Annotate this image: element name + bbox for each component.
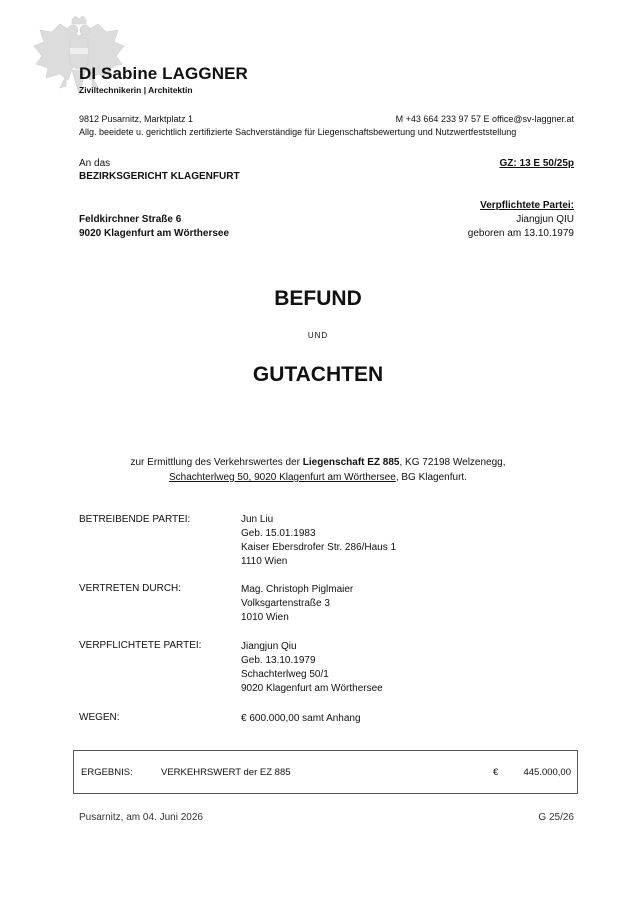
- purpose-line-2: Schachterlweg 50, 9020 Klagenfurt am Wörthersee, BG Klagenfurt.: [169, 472, 467, 483]
- author-contact: M +43 664 233 97 57 E office@sv-laggner.at: [395, 114, 574, 124]
- label-vertreten-durch: VERTRETEN DURCH:: [79, 583, 182, 594]
- recipient-street: Feldkirchner Straße 6: [79, 214, 182, 225]
- value-verpflichtete-partei: Jiangjun Qiu Geb. 13.10.1979 Schachterlweg 50/1 9020 Klagenfurt am Wörthersee: [241, 641, 383, 694]
- title-gutachten: GUTACHTEN: [252, 363, 384, 386]
- result-label: ERGEBNIS:: [81, 767, 133, 778]
- label-wegen: WEGEN:: [79, 712, 120, 723]
- purpose-line-1: zur Ermittlung des Verkehrswertes der Liegenschaft EZ 885, KG 72198 Welzenegg,: [130, 457, 506, 468]
- label-verpflichtete-partei: VERPFLICHTETE PARTEI:: [79, 640, 202, 651]
- recipient-court: BEZIRKSGERICHT KLAGENFURT: [79, 171, 240, 182]
- title-und: UND: [307, 331, 329, 340]
- obligated-party-name: Jiangjun QIU: [516, 214, 574, 225]
- result-text: VERKEHRSWERT der EZ 885: [161, 767, 291, 778]
- value-betreibende-partei: Jun Liu Geb. 15.01.1983 Kaiser Ebersdrofer Str. 286/Haus 1 1110 Wien: [241, 514, 397, 567]
- obligated-party-label: Verpflichtete Partei:: [480, 200, 574, 211]
- title-befund: BEFUND: [274, 287, 362, 310]
- author-role: Ziviltechnikerin | Architektin: [79, 85, 193, 95]
- author-certification: Allg. beeidete u. gerichtlich zertifizierte Sachverständige für Liegenschaftsbewertung und Nutzwertfeststellung: [79, 127, 517, 137]
- case-number: GZ: 13 E 50/25p: [499, 158, 574, 169]
- result-currency: €: [493, 767, 499, 778]
- recipient-city: 9020 Klagenfurt am Wörthersee: [79, 228, 230, 239]
- property-address: Schachterlweg 50, 9020 Klagenfurt am Wörthersee: [169, 472, 396, 483]
- footer-place-date: Pusarnitz, am 04. Juni 2026: [79, 812, 203, 823]
- value-wegen: € 600.000,00 samt Anhang: [241, 713, 361, 724]
- author-name: DI Sabine LAGGNER: [79, 64, 248, 83]
- footer-reference: G 25/26: [538, 812, 574, 823]
- label-betreibende-partei: BETREIBENDE PARTEI:: [79, 514, 191, 525]
- eagle-watermark-icon: [30, 14, 128, 110]
- result-amount: 445.000,00: [523, 767, 571, 778]
- recipient-prefix: An das: [79, 158, 111, 169]
- property-ez: Liegenschaft EZ 885: [302, 457, 400, 468]
- value-vertreten-durch: Mag. Christoph Piglmaier Volksgartenstraße 3 1010 Wien: [241, 584, 354, 623]
- result-box: [73, 750, 578, 794]
- author-address: 9812 Pusarnitz, Marktplatz 1: [79, 114, 194, 124]
- obligated-party-birth: geboren am 13.10.1979: [467, 228, 574, 239]
